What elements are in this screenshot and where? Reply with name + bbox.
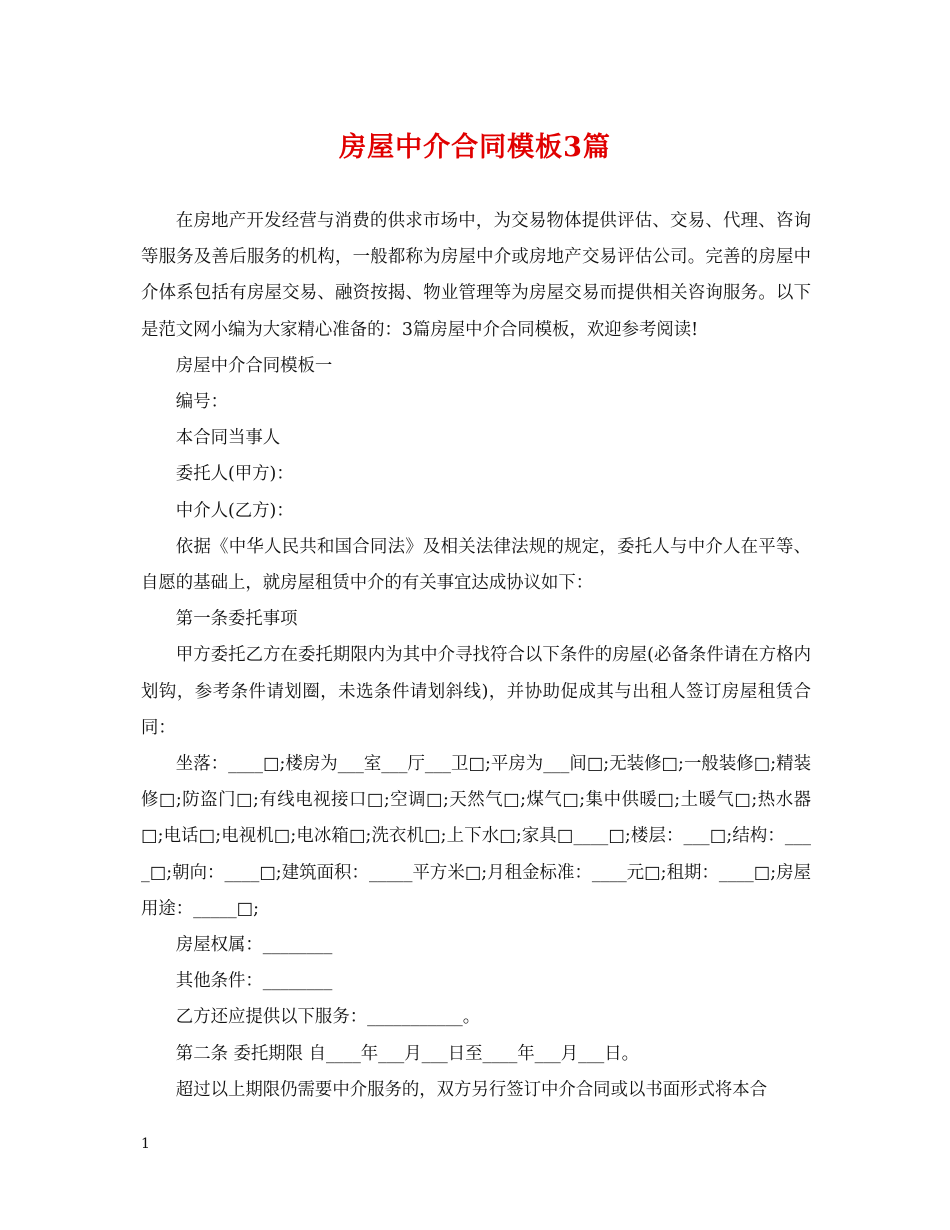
legal-basis-paragraph: 依据《中华人民共和国合同法》及相关法律法规的规定，委托人与中介人在平等、自愿的基础上，就房屋租赁中介的有关事宜达成协议如下： xyxy=(141,536,811,594)
party-b-line: 中介人(乙方)： xyxy=(175,500,294,521)
commission-paragraph: 甲方委托乙方在委托期限内为其中介寻找符合以下条件的房屋(必备条件请在方格内划钩，参考条件请划圈，未选条件请划斜线)，并协助促成其与出租人签订房屋租赁合同： xyxy=(141,645,811,738)
intro-paragraph: 在房地产开发经营与消费的供求市场中，为交易物体提供评估、交易、代理、咨询等服务及善后服务的机构，一般都称为房屋中介或房地产交易评估公司。完善的房屋中介体系包括有房屋交易、融资按揭、物业管理等为房屋交易而提供相关咨询服务。以下是范文网小编为大家精心准备的：3篇房屋中介合同模板，欢迎参考阅读! xyxy=(141,211,811,340)
party-a-line: 委托人(甲方)： xyxy=(175,464,294,485)
page-number: 1 xyxy=(141,1136,150,1152)
document-body xyxy=(141,203,811,1108)
section-heading: 房屋中介合同模板一 xyxy=(175,355,333,376)
document-title: 房屋中介合同模板3篇 xyxy=(339,132,611,163)
article-one-heading: 第一条委托事项 xyxy=(175,609,298,630)
parties-heading: 本合同当事人 xyxy=(175,428,281,449)
extension-paragraph: 超过以上期限仍需要中介服务的，双方另行签订中介合同或以书面形式将本合 xyxy=(175,1079,768,1100)
property-conditions-paragraph: 坐落：____□;楼房为___室___厅___卫□;平房为___间□;无装修□;一般装修□;精装修□;防盗门□;有线电视接口□;空调□;天然气□;煤气□;集中供暖□;土暖气□;热水器□;电话□;电视机□;电冰箱□;洗衣机□;上下水□;家具□____□;楼层：___□;结构：____□;朝向：____□;建筑面积：_____平方米□;月租金标准：____元□;租期：____□;房屋用途：_____□; xyxy=(141,754,811,919)
additional-services-line: 乙方还应提供以下服务：___________。 xyxy=(175,1007,481,1028)
contract-number-line: 编号： xyxy=(175,392,228,413)
other-conditions-line: 其他条件：________ xyxy=(175,971,333,992)
article-two-line: 第二条 委托期限 自____年___月___日至____年___月___日。 xyxy=(175,1043,640,1064)
ownership-line: 房屋权属：________ xyxy=(175,935,333,956)
